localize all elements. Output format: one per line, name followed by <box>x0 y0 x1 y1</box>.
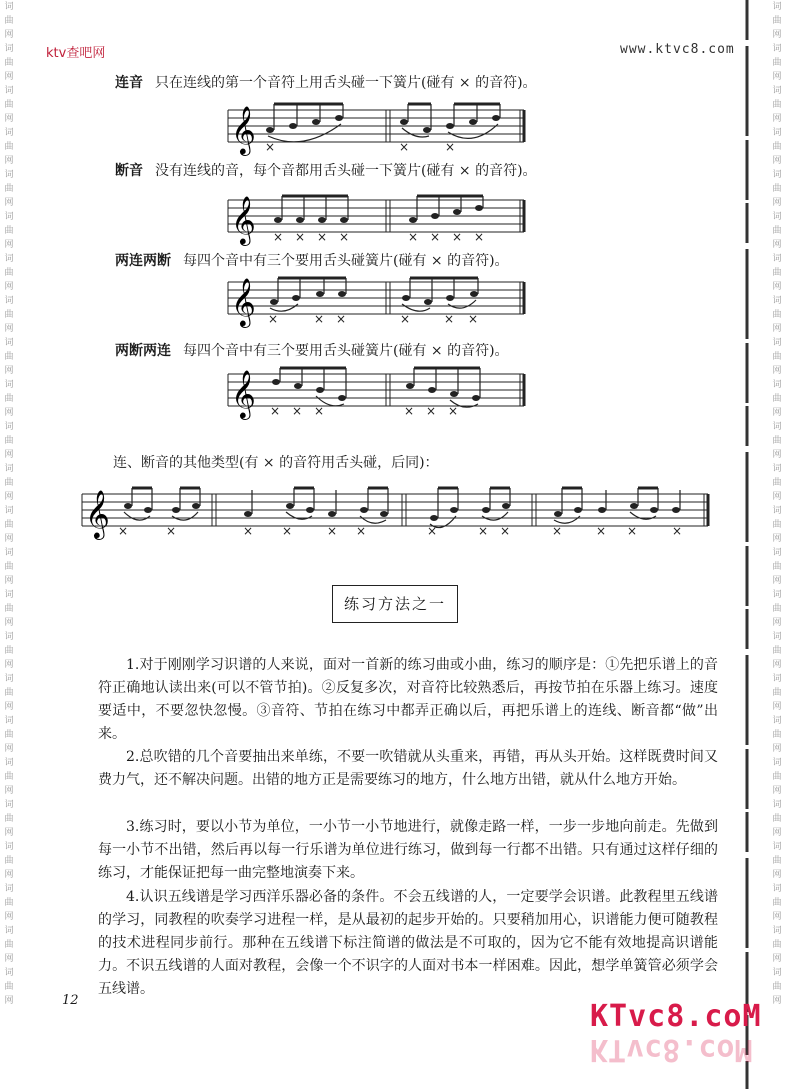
side-watermark-char: 词 <box>4 212 14 222</box>
side-watermark-char: 曲 <box>772 940 782 950</box>
side-watermark-char: 网 <box>4 240 14 250</box>
tongue-mark: × <box>270 404 281 418</box>
side-watermark-char: 曲 <box>772 16 782 26</box>
side-watermark-char: 曲 <box>4 478 14 488</box>
side-watermark-char: 曲 <box>772 688 782 698</box>
side-watermark-char: 词 <box>772 170 782 180</box>
side-watermark-char: 词 <box>772 884 782 894</box>
tongue-mark: × <box>339 230 350 244</box>
side-watermark-char: 网 <box>772 450 782 460</box>
side-watermark-char: 词 <box>4 254 14 264</box>
side-watermark-char: 网 <box>4 492 14 502</box>
side-watermark-char: 网 <box>772 576 782 586</box>
staff-svg <box>82 484 712 548</box>
side-watermark-char: 网 <box>772 114 782 124</box>
side-watermark-char: 曲 <box>772 562 782 572</box>
side-watermark-char: 曲 <box>772 478 782 488</box>
side-watermark-char: 曲 <box>772 184 782 194</box>
side-watermark-char: 曲 <box>4 100 14 110</box>
side-watermark-char: 曲 <box>772 856 782 866</box>
section-two-slur-two-detached <box>115 250 509 270</box>
music-staff-other-types <box>82 484 712 548</box>
svg-text:𝄞: 𝄞 <box>231 195 256 244</box>
side-watermark-char: 曲 <box>772 730 782 740</box>
tongue-mark: × <box>448 404 459 418</box>
side-watermark-char: 网 <box>772 534 782 544</box>
site-watermark-top-left: ktv查吧网 <box>46 46 106 61</box>
tongue-mark: × <box>336 312 347 326</box>
section-desc: 每四个音中有三个要用舌头碰簧片(碰有 × 的音符)。 <box>183 253 509 269</box>
side-watermark-char: 词 <box>4 842 14 852</box>
side-watermark-char: 词 <box>4 716 14 726</box>
side-watermark-char: 词 <box>4 758 14 768</box>
side-watermark-char: 网 <box>772 744 782 754</box>
paragraph-2: 2.总吹错的几个音要抽出来单练，不要一吹错就从头重来，再错，再从头开始。这样既费时间又费力气，还不解决问题。出错的地方正是需要练习的地方，什么地方出错，就从什么地方开始。 <box>98 749 718 788</box>
side-watermark-char: 词 <box>4 632 14 642</box>
side-watermark-char: 词 <box>772 212 782 222</box>
side-watermark-char: 曲 <box>772 436 782 446</box>
section-legato <box>115 72 537 92</box>
side-watermark-char: 词 <box>4 674 14 684</box>
side-watermark-char: 曲 <box>4 856 14 866</box>
svg-text:𝄞: 𝄞 <box>231 369 256 418</box>
side-watermark-char: 网 <box>4 828 14 838</box>
side-watermark-char: 网 <box>4 156 14 166</box>
tongue-mark: × <box>314 404 325 418</box>
side-watermark-char: 词 <box>772 758 782 768</box>
side-watermark-char: 网 <box>772 30 782 40</box>
side-watermark-char: 曲 <box>4 394 14 404</box>
side-watermark-char: 曲 <box>772 226 782 236</box>
side-watermark-char: 词 <box>4 128 14 138</box>
tongue-mark: × <box>166 524 177 538</box>
tongue-mark: × <box>400 312 411 326</box>
side-watermark-char: 网 <box>4 534 14 544</box>
side-watermark-char: 词 <box>772 968 782 978</box>
side-watermark-char: 网 <box>4 576 14 586</box>
side-watermark-char: 词 <box>4 968 14 978</box>
tongue-mark: × <box>265 140 276 154</box>
side-watermark-char: 网 <box>772 870 782 880</box>
side-watermark-char: 网 <box>4 996 14 1006</box>
side-watermark-char: 词 <box>4 926 14 936</box>
tongue-mark: × <box>445 140 456 154</box>
side-watermark-char: 词 <box>4 464 14 474</box>
side-watermark-char: 词 <box>772 926 782 936</box>
side-watermark-char: 曲 <box>4 898 14 908</box>
tongue-mark: × <box>268 312 279 326</box>
side-watermark-char: 词 <box>4 422 14 432</box>
tongue-mark: × <box>243 524 254 538</box>
side-watermark-char: 网 <box>772 912 782 922</box>
side-watermark-char: 网 <box>4 744 14 754</box>
side-watermark-char: 词 <box>772 380 782 390</box>
side-watermark-char: 曲 <box>772 100 782 110</box>
side-watermark-char: 词 <box>4 2 14 12</box>
tongue-mark: × <box>552 524 563 538</box>
side-watermark-char: 曲 <box>772 520 782 530</box>
side-watermark-char: 曲 <box>772 646 782 656</box>
side-watermark-char: 曲 <box>772 352 782 362</box>
tongue-mark: × <box>327 524 338 538</box>
tongue-mark: × <box>317 230 328 244</box>
tongue-mark: × <box>478 524 489 538</box>
side-watermark-char: 网 <box>772 282 782 292</box>
side-watermark-char: 词 <box>4 86 14 96</box>
tongue-mark: × <box>596 524 607 538</box>
section-term: 断音 <box>115 163 143 179</box>
tongue-mark: × <box>282 524 293 538</box>
section-desc: 每四个音中有三个要用舌头碰簧片(碰有 × 的音符)。 <box>183 343 509 359</box>
side-watermark-char: 曲 <box>4 436 14 446</box>
tongue-mark: × <box>118 524 129 538</box>
side-watermark-char: 词 <box>4 884 14 894</box>
tongue-mark: × <box>404 404 415 418</box>
side-watermark-char: 网 <box>772 492 782 502</box>
side-watermark-char: 曲 <box>4 940 14 950</box>
side-watermark-char: 曲 <box>4 604 14 614</box>
page-number: 12 <box>62 993 79 1008</box>
side-watermark-char: 曲 <box>4 16 14 26</box>
svg-text:𝄞: 𝄞 <box>231 105 256 154</box>
tongue-mark: × <box>408 230 419 244</box>
side-watermark-char: 曲 <box>772 268 782 278</box>
section-desc: 没有连线的音，每个音都用舌头碰一下簧片(碰有 × 的音符)。 <box>155 163 537 179</box>
section-term: 两连两断 <box>115 253 171 269</box>
tongue-mark: × <box>427 524 438 538</box>
side-watermark-char: 网 <box>4 282 14 292</box>
side-watermark-char: 曲 <box>772 772 782 782</box>
side-watermark-char: 词 <box>772 86 782 96</box>
side-watermark-char: 网 <box>4 114 14 124</box>
side-watermark-char: 词 <box>772 338 782 348</box>
paragraph-4: 4.认识五线谱是学习西洋乐器必备的条件。不会五线谱的人，一定要学会识谱。此教程里五线谱的学习，同教程的吹奏学习进程一样，是从最初的起步开始的。只要稍加用心，识谱能力便可随教程的技术进程同步前行。那种在五线谱下标注简谱的做法是不可取的，因为它不能有效地提高识谱能力。不识五线谱的人面对教程，会像一个不识字的人面对书本一样困难。因此，想学单簧管必须学会五线谱。 <box>98 889 718 997</box>
side-watermark-char: 网 <box>772 828 782 838</box>
side-watermark-char: 词 <box>772 506 782 516</box>
tongue-mark: × <box>426 404 437 418</box>
right-side-watermark <box>770 0 784 1089</box>
side-watermark-char: 网 <box>4 702 14 712</box>
tongue-mark: × <box>672 524 683 538</box>
side-watermark-char: 网 <box>772 660 782 670</box>
side-watermark-char: 词 <box>772 590 782 600</box>
side-watermark-char: 网 <box>4 366 14 376</box>
side-watermark-char: 网 <box>772 156 782 166</box>
side-watermark-char: 曲 <box>4 184 14 194</box>
side-watermark-char: 词 <box>4 548 14 558</box>
side-watermark-char: 词 <box>4 380 14 390</box>
tongue-mark: × <box>474 230 485 244</box>
site-logo <box>590 999 762 1076</box>
side-watermark-char: 词 <box>772 842 782 852</box>
side-watermark-char: 网 <box>4 912 14 922</box>
side-watermark-char: 曲 <box>772 142 782 152</box>
side-watermark-char: 曲 <box>4 310 14 320</box>
side-watermark-char: 网 <box>4 324 14 334</box>
method-title: 练习方法之一 <box>332 585 458 623</box>
side-watermark-char: 曲 <box>4 646 14 656</box>
side-watermark-char: 网 <box>772 366 782 376</box>
section-desc: 只在连线的第一个音符上用舌头碰一下簧片(碰有 × 的音符)。 <box>155 75 537 91</box>
side-watermark-char: 曲 <box>772 982 782 992</box>
side-watermark-char: 词 <box>772 632 782 642</box>
side-watermark-char: 网 <box>772 324 782 334</box>
section-two-detached-two-slur <box>115 340 509 360</box>
side-watermark-char: 网 <box>4 72 14 82</box>
side-watermark-char: 词 <box>772 548 782 558</box>
music-staff-two-detached-two-slur <box>228 364 528 424</box>
side-watermark-char: 网 <box>772 702 782 712</box>
side-watermark-char: 曲 <box>772 310 782 320</box>
side-watermark-char: 词 <box>4 296 14 306</box>
side-watermark-char: 网 <box>772 408 782 418</box>
side-watermark-char: 曲 <box>772 898 782 908</box>
side-watermark-char: 曲 <box>4 688 14 698</box>
tongue-mark: × <box>295 230 306 244</box>
side-watermark-char: 网 <box>772 198 782 208</box>
svg-text:𝄞: 𝄞 <box>85 489 110 538</box>
side-watermark-char: 网 <box>772 72 782 82</box>
side-watermark-char: 网 <box>4 618 14 628</box>
side-watermark-char: 曲 <box>772 394 782 404</box>
music-staff-two-slur-two-detached <box>228 272 528 332</box>
side-watermark-char: 词 <box>772 800 782 810</box>
side-watermark-char: 网 <box>772 996 782 1006</box>
side-watermark-char: 词 <box>772 674 782 684</box>
side-watermark-char: 曲 <box>4 772 14 782</box>
side-watermark-char: 网 <box>4 954 14 964</box>
side-watermark-char: 曲 <box>4 58 14 68</box>
side-watermark-char: 曲 <box>772 58 782 68</box>
tongue-mark: × <box>399 140 410 154</box>
logo-text: KTvc8.coM <box>590 999 762 1034</box>
tongue-mark: × <box>314 312 325 326</box>
tongue-mark: × <box>430 230 441 244</box>
side-watermark-char: 词 <box>772 296 782 306</box>
section-term: 两断两连 <box>115 343 171 359</box>
page-binding-edge <box>744 0 750 1089</box>
side-watermark-char: 词 <box>4 170 14 180</box>
side-watermark-char: 网 <box>772 954 782 964</box>
side-watermark-char: 词 <box>4 506 14 516</box>
side-watermark-char: 曲 <box>4 562 14 572</box>
side-watermark-char: 网 <box>772 240 782 250</box>
side-watermark-char: 曲 <box>4 352 14 362</box>
side-watermark-char: 词 <box>4 44 14 54</box>
site-watermark-top-right: www.ktvc8.com <box>620 42 735 57</box>
section-staccato <box>115 160 537 180</box>
side-watermark-char: 网 <box>772 618 782 628</box>
side-watermark-char: 网 <box>4 660 14 670</box>
side-watermark-char: 网 <box>4 198 14 208</box>
tongue-mark: × <box>500 524 511 538</box>
side-watermark-char: 曲 <box>4 730 14 740</box>
logo-reflection: KTvc8.coM <box>590 1032 753 1067</box>
side-watermark-char: 网 <box>4 870 14 880</box>
section-term: 连音 <box>115 75 143 91</box>
tongue-mark: × <box>444 312 455 326</box>
tongue-mark: × <box>468 312 479 326</box>
side-watermark-char: 曲 <box>4 142 14 152</box>
side-watermark-char: 曲 <box>4 268 14 278</box>
music-staff-legato <box>228 100 528 160</box>
other-types-intro: 连、断音的其他类型(有 × 的音符用舌头碰，后同)： <box>113 455 439 471</box>
svg-text:𝄞: 𝄞 <box>231 277 256 326</box>
side-watermark-char: 词 <box>4 800 14 810</box>
side-watermark-char: 词 <box>4 338 14 348</box>
side-watermark-char: 网 <box>772 786 782 796</box>
side-watermark-char: 词 <box>772 44 782 54</box>
side-watermark-char: 词 <box>772 128 782 138</box>
paragraph-3: 3.练习时，要以小节为单位，一小节一小节地进行，就像走路一样，一步一步地向前走。先做到每一小节不出错，然后再以每一行乐谱为单位进行练习，做到每一行都不出错。只有通过这样仔细的练习，才能保证把每一曲完整地演奏下来。 <box>98 819 718 881</box>
side-watermark-char: 词 <box>772 2 782 12</box>
tongue-mark: × <box>627 524 638 538</box>
side-watermark-char: 网 <box>4 30 14 40</box>
side-watermark-char: 网 <box>4 450 14 460</box>
tongue-mark: × <box>356 524 367 538</box>
tongue-mark: × <box>273 230 284 244</box>
side-watermark-char: 词 <box>772 422 782 432</box>
left-side-watermark <box>2 0 16 1089</box>
side-watermark-char: 词 <box>772 716 782 726</box>
side-watermark-char: 网 <box>4 786 14 796</box>
side-watermark-char: 词 <box>772 464 782 474</box>
paragraph-1: 1.对于刚刚学习识谱的人来说，面对一首新的练习曲或小曲，练习的顺序是：①先把乐谱上的音符正确地认读出来(可以不管节拍)。②反复多次，对音符比较熟悉后，再按节拍在乐器上练习。速度要适中，不要忽快忽慢。③音符、节拍在练习中都弄正确以后，再把乐谱上的连线、断音都“做”出来。 <box>98 657 718 742</box>
music-staff-staccato <box>228 190 528 250</box>
side-watermark-char: 曲 <box>772 814 782 824</box>
tongue-mark: × <box>452 230 463 244</box>
side-watermark-char: 曲 <box>4 520 14 530</box>
side-watermark-char: 曲 <box>4 226 14 236</box>
side-watermark-char: 曲 <box>4 814 14 824</box>
side-watermark-char: 词 <box>4 590 14 600</box>
side-watermark-char: 曲 <box>772 604 782 614</box>
side-watermark-char: 词 <box>772 254 782 264</box>
side-watermark-char: 曲 <box>4 982 14 992</box>
tongue-mark: × <box>292 404 303 418</box>
side-watermark-char: 网 <box>4 408 14 418</box>
